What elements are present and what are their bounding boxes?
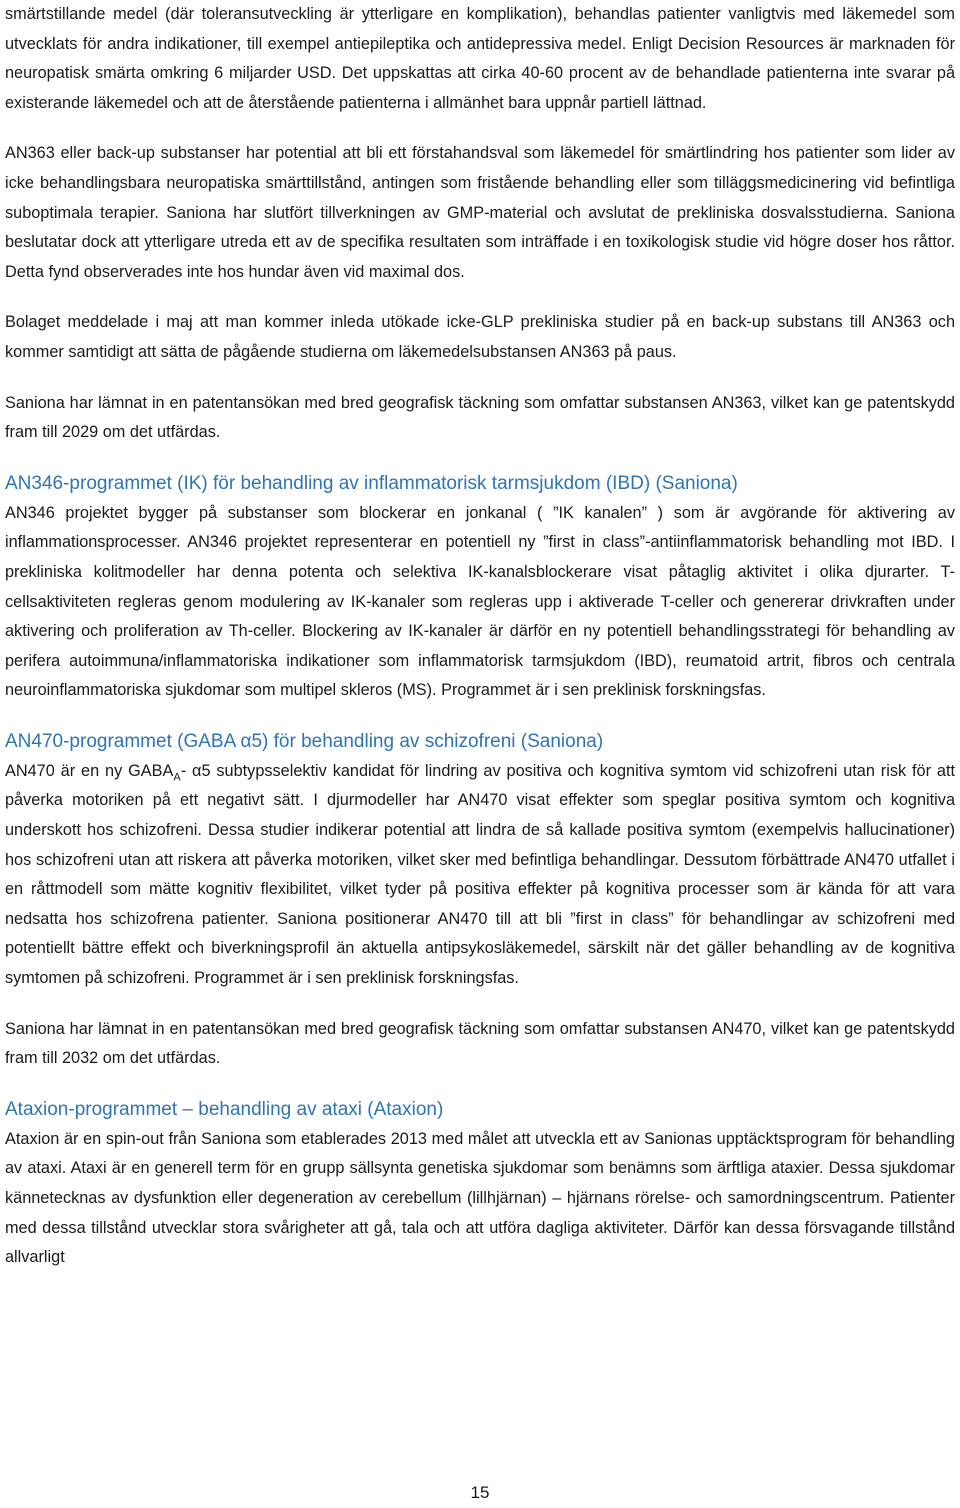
text-column bbox=[5, 0, 955, 1273]
paragraph-an470 bbox=[5, 757, 955, 994]
paragraph-ataxion: Ataxion är en spin-out från Saniona som etablerades 2013 med målet att utveckla ett av Sanionas upptäcktsprogram för behandling av ataxi. Ataxi är en generell term för en grupp sällsynta genetiska sjukdomar som benämns som ärftliga ataxier. Dessa sjukdomar kännetecknas av dysfunktion eller degeneration av cerebellum (lillhjärnan) – hjärnans rörelse- och samordningscentrum. Patienter med dessa tillstånd utvecklar stora svårigheter att gå, tala och att utföra dagliga aktiviteter. Därför kan dessa försvagande tillstånd allvarligt bbox=[5, 1129, 955, 1267]
paragraph-an363-backup: Bolaget meddelade i maj att man kommer inleda utökade icke-GLP prekliniska studier på en back-up substans till AN363 och kommer samtidigt att sätta de pågående studierna om läkemedelsubstansen AN363 på paus. bbox=[5, 313, 955, 361]
paragraph-an346: AN346 projektet bygger på substanser som blockerar en jonkanal ( ”IK kanalen” ) som är avgörande för aktivering av inflammationsprocesser. AN346 projektet representerar en potentiell ny ”first in class”-antiinflammatorisk behandling mot IBD. I prekliniska kolitmodeller har denna potenta och selektiva IK-kanalsblockerare visat påtaglig aktivitet i olika djurarter. T-cellsaktiviteten regleras genom modulering av IK-kanaler som regleras upp i aktiverade T-celler och genererar drivkraften under aktivering och proliferation av Th-celler. Blockering av IK-kanaler är därför en ny potentiell behandlingsstrategi för behandling av perifera autoimmuna/inflammatoriska indikationer som inflammatorisk tarmsjukdom (IBD), reumatoid artrit, fibros och centrala neuroinflammatoriska sjukdomar som multipel skleros (MS). Programmet är i sen preklinisk forskningsfas. bbox=[5, 503, 955, 700]
paragraph-an363-patent: Saniona har lämnat in en patentansökan med bred geografisk täckning som omfattar substansen AN363, vilket kan ge patentskydd fram till 2029 om det utfärdas. bbox=[5, 393, 955, 442]
heading-an470: AN470-programmet (GABA α5) för behandling av schizofreni (Saniona) bbox=[5, 730, 604, 752]
page-number: 15 bbox=[470, 1483, 490, 1502]
heading-ataxion: Ataxion-programmet – behandling av ataxi (Ataxion) bbox=[5, 1098, 444, 1120]
paragraph-an363-potential: AN363 eller back-up substanser har potential att bli ett förstahandsval som läkemedel för smärtlindring hos patienter som lider av icke behandlingsbara neuropatiska smärttillstånd, antingen som fristående behandling eller som tilläggsmedicinering vid befintliga suboptimala terapier. Saniona har slutfört tillverkningen av GMP-material och avslutat de prekliniska dosvalsstudierna. Saniona beslutatar dock att ytterligare utreda ett av de specifika resultaten som inträffade i en toxikologisk studie vid högre doser hos råttor. Detta fynd observerades inte hos hundar även vid maximal dos. bbox=[5, 144, 955, 281]
gaba-subscript: A bbox=[173, 771, 181, 784]
paragraph-neuropathic-pain: smärtstillande medel (där toleransutveckling är ytterligare en komplikation), behandlas patienter vanligtvis med läkemedel som utvecklats för andra indikationer, till exempel antiepileptika och antidepressiva medel. Enligt Decision Resources är marknaden för neuropatisk smärta omkring 6 miljarder USD. Det uppskattas att cirka 40-60 procent av de behandlade patienterna inte svarar på existerande läkemedel och att de återstående patienterna i allmänhet bara uppnår partiell lättnad. bbox=[5, 5, 955, 112]
an470-text-start: AN470 är en ny GABA bbox=[5, 761, 174, 780]
paragraph-an470-patent: Saniona har lämnat in en patentansökan med bred geografisk täckning som omfattar substansen AN470, vilket kan ge patentskydd fram till 2032 om det utfärdas. bbox=[5, 1019, 955, 1068]
heading-an346: AN346-programmet (IK) för behandling av inflammatorisk tarmsjukdom (IBD) (Saniona) bbox=[5, 472, 738, 494]
an470-text-rest: - α5 subtypsselektiv kandidat för lindring av positiva och kognitiva symtom vid schizofreni utan risk för att påverka motoriken på ett negativt sätt. I djurmodeller har AN470 visat effekter som speglar positiva symtom och kognitiva underskott hos schizofreni. Dessa studier indikerar potential att lindra de så kallade positiva symtom (exempelvis hallucinationer) hos schizofreni utan att riskera att påverka motoriken, vilket sker med befintliga behandlingar. Dessutom förbättrade AN470 utfallet i en råttmodell som mätte kognitiv flexibilitet, vilket tyder på positiva effekter på kognitiva processer som är kända för att vara nedsatta hos schizofrena patienter. Saniona positionerar AN470 till att bli ”first in class” för behandlingar av schizofreni med potentiellt bättre effekt och biverkningsprofil än aktuella antipsykosläkemedel, särskilt när det gäller behandling av de kognitiva symtomen på schizofreni. Programmet är i sen preklinisk forskningsfas. bbox=[5, 761, 955, 988]
